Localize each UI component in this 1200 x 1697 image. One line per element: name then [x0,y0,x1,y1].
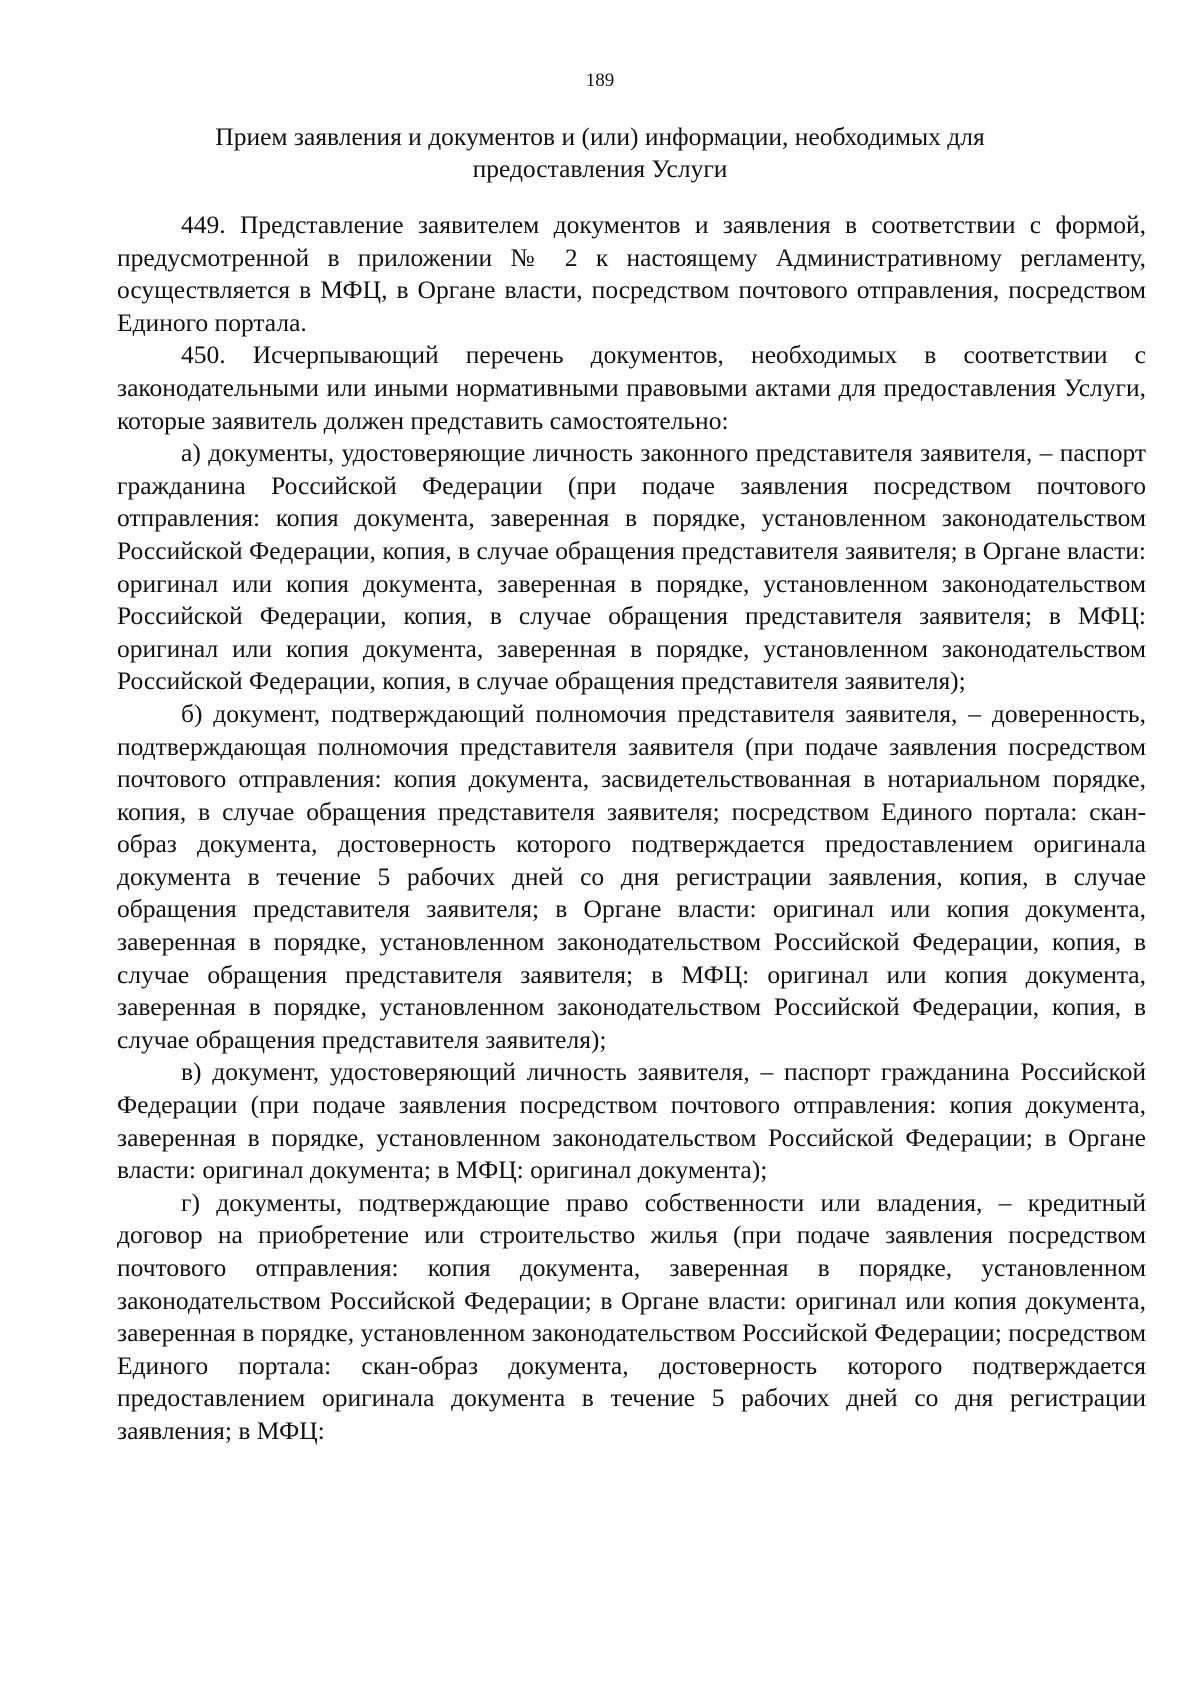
paragraph-450: 450. Исчерпывающий перечень документов, необходимых в соответствии с законодательными или иными нормативными правовыми актами для предоставления Услуги, которые заявитель должен представить самостоятельно: [117,340,1146,435]
paragraph-item-a: а) документы, удостоверяющие личность законного представителя заявителя, – паспорт гражданина Российской Федерации (при подаче заявления посредством почтового отправления: копия документа, заверенная в порядке, установленном законодательством Российской Федерации, копия, в случае обращения представителя заявителя; в Органе власти: оригинал или копия документа, заверенная в порядке, установленном законодательством Российской Федерации, копия, в случае обращения представителя заявителя; в МФЦ: оригинал или копия документа, заверенная в порядке, установленном законодательством Российской Федерации, копия, в случае обращения представителя заявителя); [117,438,1146,696]
paragraph-item-v: в) документ, удостоверяющий личность заявителя, – паспорт гражданина Российской Федерации (при подаче заявления посредством почтового отправления: копия документа, заверенная в порядке, установленном законодательством Российской Федерации; в Органе власти: оригинал документа; в МФЦ: оригинал документа); [117,1057,1146,1185]
document-body [117,209,1146,1448]
page-number: 189 [585,70,615,91]
paragraph-item-g: г) документы, подтверждающие право собственности или владения, – кредитный договор на приобретение или строительство жилья (при подаче заявления посредством почтового отправления: копия документа, заверенная в порядке, установленном законодательством Российской Федерации; в Органе власти: оригинал или копия документа, заверенная в порядке, установленном законодательством Российской Федерации; посредством Единого портала: скан-образ документа, достоверность которого подтверждается предоставлением оригинала документа в течение 5 рабочих дней со дня регистрации заявления; в МФЦ: [117,1187,1146,1445]
paragraph-449: 449. Представление заявителем документов и заявления в соответствии с формой, предусмотренной в приложении № 2 к настоящему Административному регламенту, осуществляется в МФЦ, в Органе власти, посредством почтового отправления, посредством Единого портала. [117,210,1146,337]
paragraph-item-b: б) документ, подтверждающий полномочия представителя заявителя, – доверенность, подтверждающая полномочия представителя заявителя (при подаче заявления посредством почтового отправления: копия документа, засвидетельствованная в нотариальном порядке, копия, в случае обращения представителя заявителя; посредством Единого портала: скан-образ документа, достоверность которого подтверждается предоставлением оригинала документа в течение 5 рабочих дней со дня регистрации заявления, копия, в случае обращения представителя заявителя; в Органе власти: оригинал или копия документа, заверенная в порядке, установленном законодательством Российской Федерации, копия, в случае обращения представителя заявителя; в МФЦ: оригинал или копия документа, заверенная в порядке, установленном законодательством Российской Федерации, копия, в случае обращения представителя заявителя); [117,698,1146,1054]
section-title: Прием заявления и документов и (или) информации, необходимых для предоставления Услуги [215,122,985,183]
